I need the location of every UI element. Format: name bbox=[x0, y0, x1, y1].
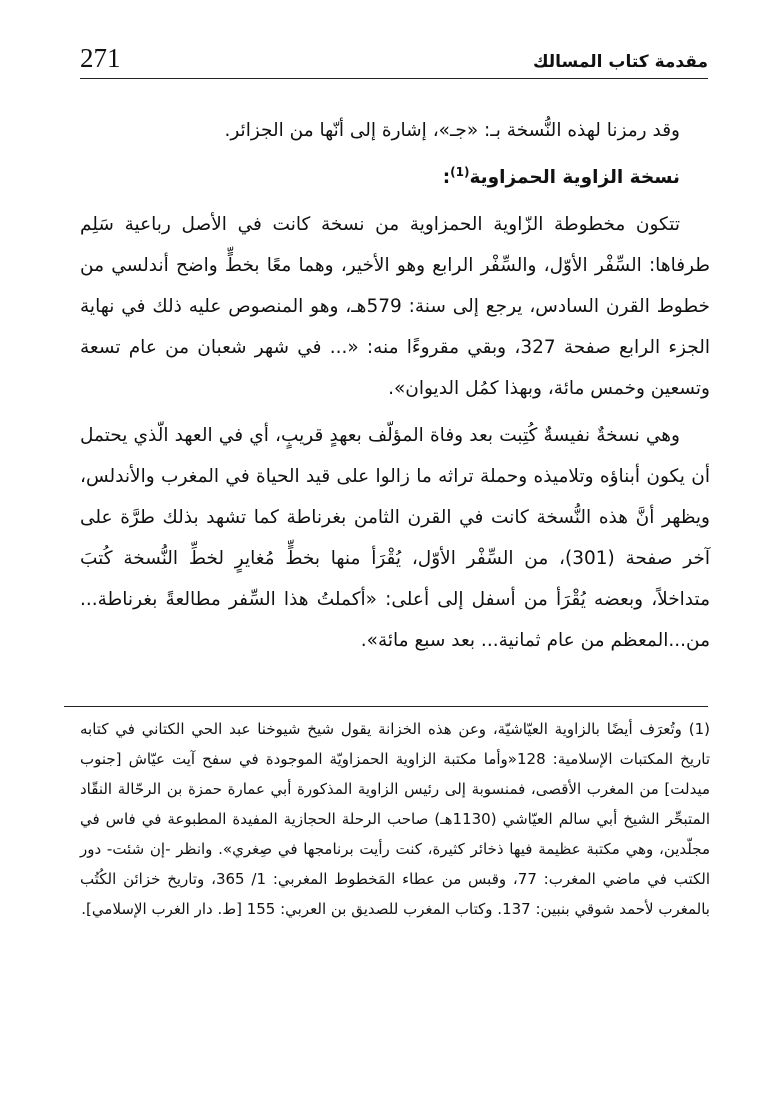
section-heading-colon: : bbox=[442, 167, 451, 188]
footnote-text: (1) وتُعرَف أيضًا بالزاوية العيّاشيّة، وعن هذه الخزانة يقول شيخ شيوخنا عبد الحي الكتاني في كتابه تاريخ المكتبات الإسلامية: 128«وأما مكتبة الزاوية الحمزاويّة الموجودة في سفح آيت عيّاش [جنوب ميدلت] من المغرب الأقصى، فمنسوبة إلى رئيس الزاوية المذكورة أبي عمارة حمزة بن الرحّالة النقّاد المتبحِّر الشيخ أبي سالم العيّاشي (1130هـ) صاحب الرحلة الحجازية المفيدة المطبوعة في فاس في مجلّدين، وهي مكتبة عظيمة فيها ذخائر كثيرة، كنت رأيت برنامجها في صِغري». وانظر -إن شئت- دور الكتب في ماضي المغرب: 77، وقبس من عطاء المَخطوط المغربي: 1/ 365، وتاريخ خزائن الكُتُب بالمغرب لأحمد شوقي بنبين: 137. وكتاب المغرب للصديق بن العربي: 155 [ط. دار الغرب الإسلامي]. bbox=[80, 720, 710, 918]
footnote-rule bbox=[64, 706, 708, 707]
footnote-reference: (1) bbox=[450, 164, 470, 179]
page-header bbox=[80, 38, 708, 78]
header-rule bbox=[80, 78, 708, 79]
paragraph-manuscript-description: تتكون مخطوطة الزّاوية الحمزاوية من نسخة كانت في الأصل رباعية سَلِم طرفاها: السِّفْر الأوّل، والسِّفْر الرابع وهو الأخير، وهما معًا بخطٍّ واضح أندلسي من خطوط القرن السادس، يرجع إلى سنة: 579هـ، وهو المنصوص عليه ذلك في نهاية الجزء الرابع صفحة 327، وبقي مقروءًا منه: «... في شهر شعبان من عام تسعة وتسعين وخمس مائة، وبهذا كمُل الديوان». bbox=[80, 214, 710, 399]
intro-paragraph: وقد رمزنا لهذه النُّسخة بـ: «جـ»، إشارة إلى أنّها من الجزائر. bbox=[224, 120, 680, 141]
running-title: مقدمة كتاب المسالك bbox=[532, 52, 708, 72]
page-number: 271 bbox=[80, 43, 121, 73]
paragraph-manuscript-history: وهي نسخةٌ نفيسةٌ كُتِبت بعد وفاة المؤلّف بعهدٍ قريبٍ، أي في العهد الّذي يحتمل أن يكون أبناؤه وتلاميذه وحملة تراثه ما زالوا على قيد الحياة في المغرب والأندلس، ويظهر أنَّ هذه النُّسخة كانت في القرن الثامن بغرناطة كما تشهد بذلك طرَّة على آخر صفحة (301)، من السِّفْر الأوّل، يُقْرَأ منها بخطٍّ مُغايرٍ لخطِّ النُّسخة كُتبَ متداخلاً، وبعضه يُقْرَأ من أسفل إلى أعلى: «أكملتُ هذا السِّفر مطالعةً بغرناطة... من...المعظم من عام ثمانية... بعد سبع مائة». bbox=[80, 425, 710, 651]
footnote bbox=[80, 714, 710, 924]
main-text bbox=[80, 110, 710, 661]
section-heading-text: نسخة الزاوية الحمزاوية bbox=[469, 167, 680, 188]
section-heading bbox=[80, 157, 710, 198]
